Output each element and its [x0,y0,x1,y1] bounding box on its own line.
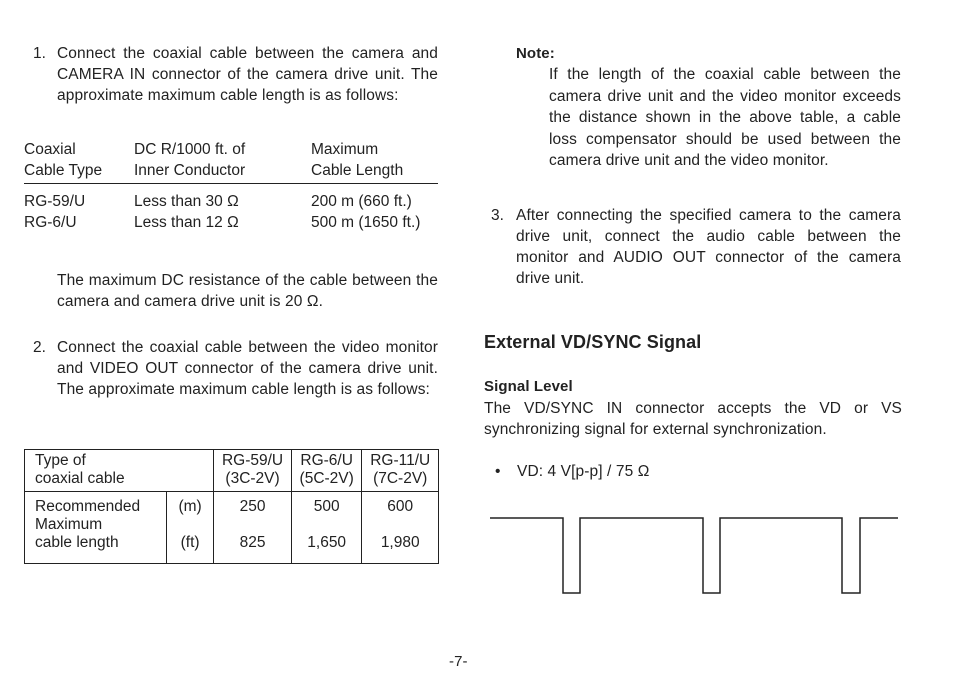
coax-row-1-resistance: Less than 30 Ω [134,193,239,210]
step-2-text: Connect the coaxial cable between the video monitor and VIDEO OUT connector of the camera drive unit. The approximate maximum cable length is as follows: [57,339,438,398]
row-label-1: Recommended [35,498,141,515]
coax-header-max-length-1: Maximum [311,141,379,158]
bullet-dot: • [495,463,501,480]
rg11-meters: 600 [387,498,414,515]
resistance-note: The maximum DC resistance of the cable between the camera and camera drive unit is 20 Ω. [57,272,438,310]
coax-header-dc-r-1: DC R/1000 ft. of [134,141,246,158]
section-title: External VD/SYNC Signal [484,332,702,352]
coax-row-1-type: RG-59/U [24,193,86,210]
coax-row-1-length: 200 m (660 ft.) [311,193,412,210]
note-title: Note: [516,45,555,62]
note-text: If the length of the coaxial cable between the camera drive unit and the video monitor exceeds the distance shown in the above table, a cable loss compensator should be used between the camera drive unit and the video monitor. [549,66,901,169]
coax-row-2-type: RG-6/U [24,214,77,231]
rg11-feet: 1,980 [380,534,420,551]
page-number: -7- [449,653,468,670]
signal-text: The VD/SYNC IN connector accepts the VD or VS synchronizing signal for external synchronization. [484,400,902,438]
col-rg6-line2: (5C-2V) [299,470,354,487]
vd-signal-spec: VD: 4 V[p-p] / 75 Ω [517,463,650,480]
coax-header-max-length-2: Cable Length [311,162,404,179]
subsection-title: Signal Level [484,378,573,395]
col-rg59-line2: (3C-2V) [225,470,280,487]
unit-meters: (m) [178,498,202,515]
row-label-3: cable length [35,534,119,551]
col-rg6-line1: RG-6/U [300,452,353,469]
coax-row-2-resistance: Less than 12 Ω [134,214,239,231]
rg59-meters: 250 [239,498,266,515]
type-label-2: coaxial cable [35,470,125,487]
col-rg11-line2: (7C-2V) [373,470,428,487]
rg59-feet: 825 [239,534,266,551]
col-rg59-line1: RG-59/U [221,452,284,469]
rg6-feet: 1,650 [307,534,347,551]
coax-header-cable-type-2: Cable Type [24,162,103,179]
rg6-meters: 500 [313,498,340,515]
coax-row-2-length: 500 m (1650 ft.) [311,214,421,231]
step-3-text: After connecting the specified camera to the camera drive unit, connect the audio cable between the monitor and AUDIO OUT connector of the camera drive unit. [516,207,901,287]
coax-header-dc-r-2: Inner Conductor [134,162,246,179]
step-1-number: 1. [33,45,46,62]
coax-header-cable-type-1: Coaxial [24,141,76,158]
step-2-number: 2. [33,339,46,356]
step-1-text: Connect the coaxial cable between the camera and CAMERA IN connector of the camera drive unit. The approximate maximum cable length is as follows: [57,45,438,104]
step-3-number: 3. [491,207,504,224]
unit-feet: (ft) [180,534,200,551]
type-label-1: Type of [35,452,86,469]
row-label-2: Maximum [35,516,103,533]
col-rg11-line1: RG-11/U [370,452,431,469]
